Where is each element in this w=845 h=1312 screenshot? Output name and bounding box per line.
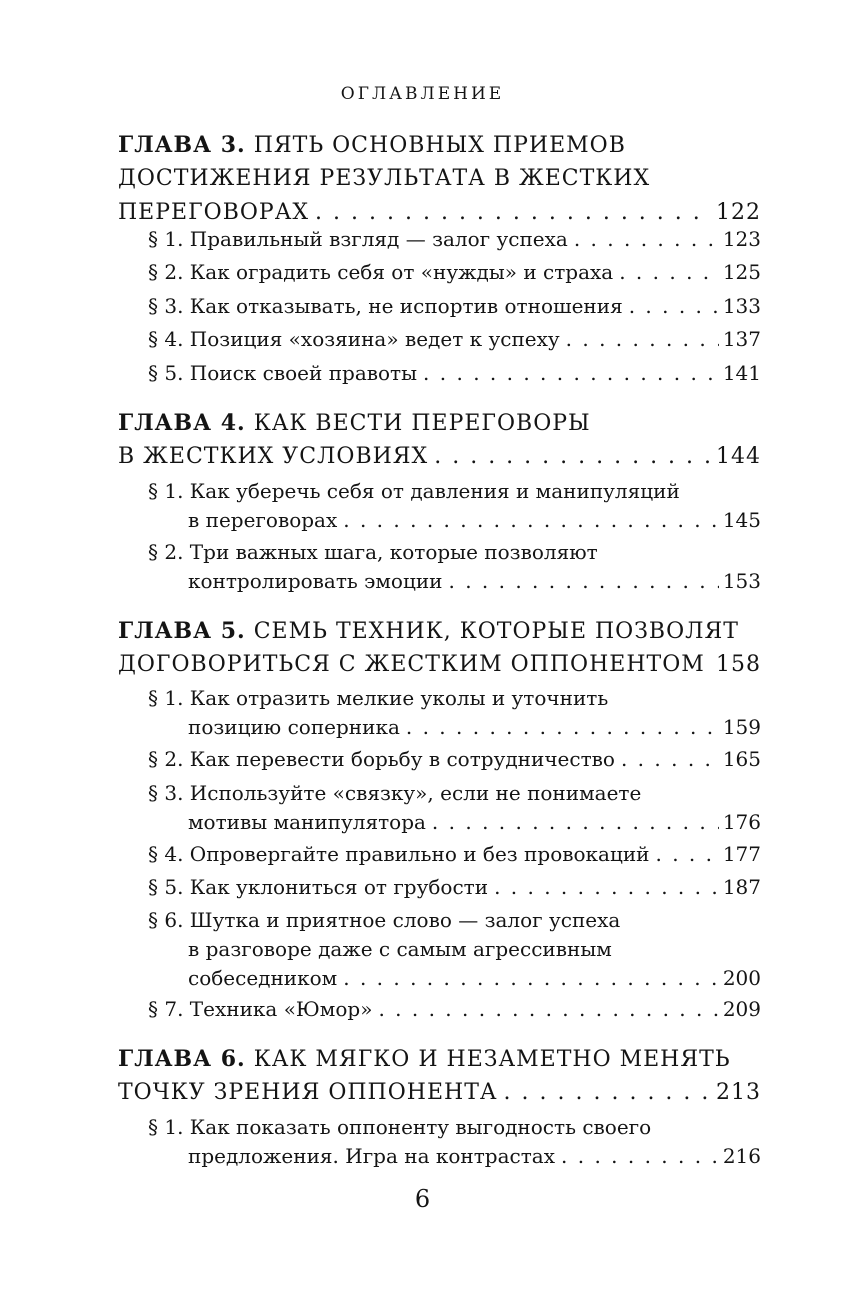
dot-leader xyxy=(574,225,719,254)
section-entry xyxy=(148,745,761,774)
section-title-line: § 7. Техника «Юмор» xyxy=(148,997,373,1021)
section-title-line: § 4. Позиция «хозяина» ведет к успеху xyxy=(148,327,560,351)
dot-leader xyxy=(494,873,719,902)
page-number: 216 xyxy=(722,1144,761,1168)
dot-leader xyxy=(504,1076,712,1110)
dot-leader xyxy=(621,745,719,774)
page-number: 133 xyxy=(722,294,761,318)
section-title-line: § 1. Как показать оппоненту выгодность своего xyxy=(148,1115,652,1139)
dot-leader xyxy=(343,964,719,993)
page-number: 153 xyxy=(722,569,761,593)
section-title-line: § 3. Как отказывать, не испортив отношения xyxy=(148,294,623,318)
dot-leader xyxy=(619,258,719,287)
section-entry xyxy=(148,258,761,287)
page-number: 165 xyxy=(722,747,761,771)
section-entry xyxy=(148,840,761,869)
section-title-line: в переговорах xyxy=(188,508,338,532)
chapter-title-line: ДОГОВОРИТЬСЯ С ЖЕСТКИМ ОППОНЕНТОМ xyxy=(118,652,705,677)
page-number: 145 xyxy=(722,508,761,532)
chapter-title-line: ТОЧКУ ЗРЕНИЯ ОППОНЕНТА xyxy=(118,1080,498,1105)
chapter-label: ГЛАВА 5. xyxy=(118,618,246,644)
dot-leader xyxy=(655,840,718,869)
chapter-entry xyxy=(118,1042,761,1110)
chapter-entry xyxy=(118,128,761,230)
section-title-line: § 5. Поиск своей правоты xyxy=(148,361,418,385)
section-entry xyxy=(148,995,761,1024)
dot-leader xyxy=(406,713,719,742)
page-header: ОГЛАВЛЕНИЕ xyxy=(340,84,505,104)
chapter-title-line: ПЕРЕГОВОРАХ xyxy=(118,200,310,225)
dot-leader xyxy=(561,1142,719,1171)
section-title-line: собеседником xyxy=(188,966,338,990)
page-number: 123 xyxy=(722,227,761,251)
chapter-title-line: В ЖЕСТКИХ УСЛОВИЯХ xyxy=(118,444,429,469)
page-number-footer: 6 xyxy=(414,1185,431,1213)
page-number: 200 xyxy=(722,966,761,990)
dot-leader xyxy=(378,995,718,1024)
page-number: 177 xyxy=(722,842,761,866)
dot-leader xyxy=(629,292,719,321)
section-title-line: § 2. Как оградить себя от «нужды» и страха xyxy=(148,260,614,284)
section-title-line: контролировать эмоции xyxy=(188,569,443,593)
section-entry xyxy=(148,684,761,742)
section-entry xyxy=(148,225,761,254)
section-entry xyxy=(148,1113,761,1171)
page-number: 176 xyxy=(722,810,761,834)
page-number: 125 xyxy=(722,260,761,284)
chapter-label: ГЛАВА 3. xyxy=(118,132,246,158)
section-title-line: § 3. Используйте «связку», если не понимаете xyxy=(148,781,642,805)
section-title-line: предложения. Игра на контрастах xyxy=(188,1144,556,1168)
page-number: 144 xyxy=(716,444,761,469)
chapter-label: ГЛАВА 6. xyxy=(118,1046,246,1072)
chapter-title-line: КАК МЯГКО И НЕЗАМЕТНО МЕНЯТЬ xyxy=(253,1047,731,1072)
section-entry xyxy=(148,359,761,388)
section-title-line: позицию соперника xyxy=(188,715,400,739)
page-number: 158 xyxy=(716,652,761,677)
chapter-title-line: КАК ВЕСТИ ПЕРЕГОВОРЫ xyxy=(253,411,591,436)
section-title-line: мотивы манипулятора xyxy=(188,810,426,834)
section-title-line: § 2. Как перевести борьбу в сотрудничество xyxy=(148,747,615,771)
section-title-line: § 4. Опровергайте правильно и без провокаций xyxy=(148,842,650,866)
page-number: 122 xyxy=(716,200,761,225)
section-title-line: § 1. Как уберечь себя от давления и манипуляций xyxy=(148,479,680,503)
section-entry xyxy=(148,292,761,321)
section-entry xyxy=(148,873,761,902)
section-entry xyxy=(148,538,761,596)
chapter-entry xyxy=(118,614,761,682)
section-entry xyxy=(148,779,761,837)
dot-leader xyxy=(343,506,719,535)
page-number: 209 xyxy=(722,997,761,1021)
section-title-line: § 2. Три важных шага, которые позволяют xyxy=(148,540,598,564)
section-title-line: § 1. Правильный взгляд — залог успеха xyxy=(148,227,568,251)
chapter-label: ГЛАВА 4. xyxy=(118,410,246,436)
chapter-title-line: ПЯТЬ ОСНОВНЫХ ПРИЕМОВ xyxy=(253,133,626,158)
page-number: 213 xyxy=(716,1080,761,1105)
section-title-line: § 6. Шутка и приятное слово — залог успеха xyxy=(148,908,621,932)
section-title-line: § 5. Как уклониться от грубости xyxy=(148,875,489,899)
dot-leader xyxy=(432,808,719,837)
section-entry xyxy=(148,325,761,354)
dot-leader xyxy=(566,325,719,354)
page-number: 137 xyxy=(722,327,761,351)
dot-leader xyxy=(448,567,718,596)
section-title-line: в разговоре даже с самым агрессивным xyxy=(188,937,612,961)
dot-leader xyxy=(711,648,712,682)
chapter-title-line: ДОСТИЖЕНИЯ РЕЗУЛЬТАТА В ЖЕСТКИХ xyxy=(118,166,651,191)
page-number: 187 xyxy=(722,875,761,899)
dot-leader xyxy=(434,440,712,474)
page-number: 159 xyxy=(722,715,761,739)
dot-leader xyxy=(423,359,719,388)
section-entry xyxy=(148,906,761,993)
chapter-title-line: СЕМЬ ТЕХНИК, КОТОРЫЕ ПОЗВОЛЯТ xyxy=(253,619,739,644)
section-entry xyxy=(148,477,761,535)
page-number: 141 xyxy=(722,361,761,385)
chapter-entry xyxy=(118,406,761,474)
section-title-line: § 1. Как отразить мелкие уколы и уточнить xyxy=(148,686,609,710)
